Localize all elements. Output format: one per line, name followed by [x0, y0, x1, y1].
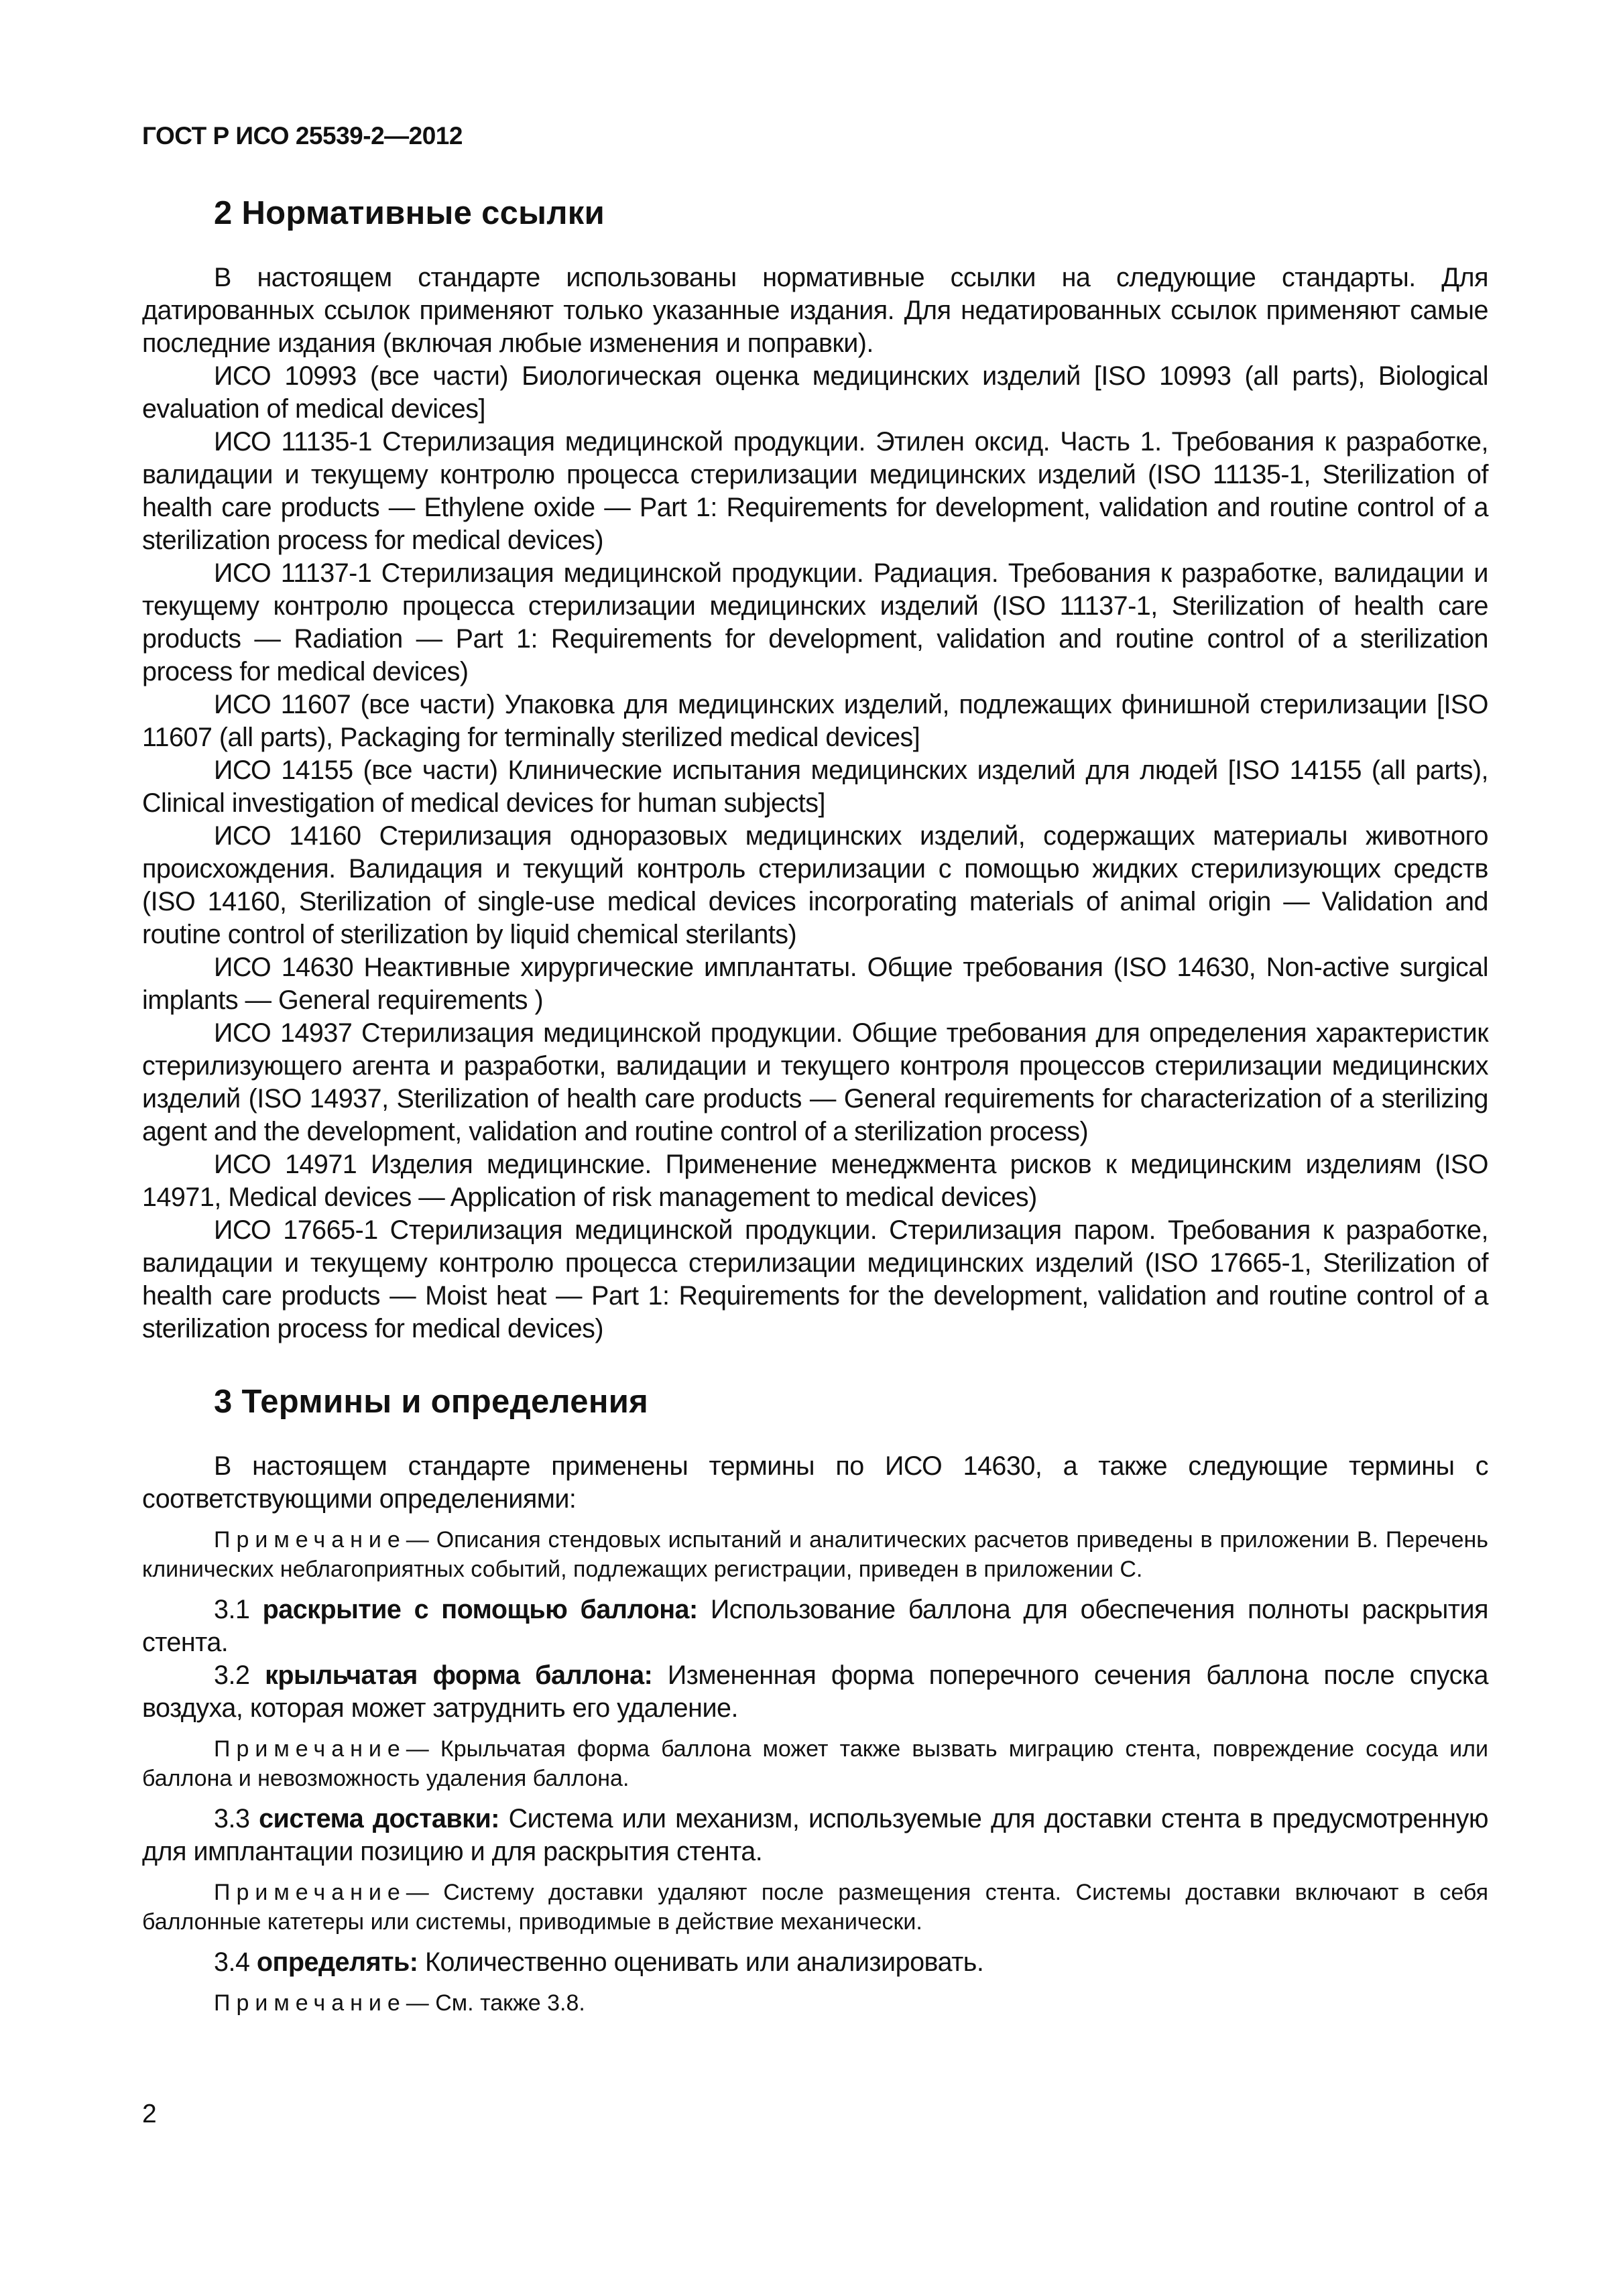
ref-item: ИСО 11607 (все части) Упаковка для медицинских изделий, подлежащих финишной стерилизации [ISO 11607 (all parts), Packaging for terminally sterilized medical devices] — [142, 690, 1488, 752]
document-code: ГОСТ Р ИСО 25539-2—2012 — [142, 122, 463, 149]
note-label: Примечание — [214, 1880, 406, 1905]
ref-item: ИСО 11137-1 Стерилизация медицинской продукции. Радиация. Требования к разработке, валидации и текущему контролю процесса стерилизации медицинских изделий (ISO 11137-1, Sterilization of health care products — Radiation — Part 1: Requirements for development, validation and routine control of a sterilization process for medical devices) — [142, 558, 1488, 686]
ref-item: ИСО 11135-1 Стерилизация медицинской продукции. Этилен оксид. Часть 1. Требования к разработке, валидации и текущему контролю процесса стерилизации медицинских изделий (ISO 11135-1, Sterilization of health care products — Ethylene oxide — Part 1: Requirements for development, validation and routine control of a sterilization process for medical devices) — [142, 427, 1488, 555]
term-name: определять: — [256, 1947, 418, 1977]
ref-item: ИСО 14155 (все части) Клинические испытания медицинских изделий для людей [ISO 14155 (all parts), Clinical investigation of medical devices for human subjects] — [142, 756, 1488, 818]
page-content — [142, 194, 1488, 2027]
term-def: Количественно оценивать или анализировать. — [424, 1947, 984, 1977]
ref-item: ИСО 14630 Неактивные хирургические имплантаты. Общие требования (ISO 14630, Non-active surgical implants — General requirements ) — [142, 953, 1488, 1015]
note — [142, 1878, 1488, 1937]
section-2-intro: В настоящем стандарте использованы нормативные ссылки на следующие стандарты. Для датированных ссылок применяют только указанные издания. Для недатированных ссылок применяют самые последние издания (включая любые изменения и поправки). — [142, 263, 1488, 358]
note — [142, 1525, 1488, 1584]
section-3-title: 3 Термины и определения — [214, 1384, 649, 1420]
note — [142, 1988, 1488, 2018]
term-name: крыльчатая форма баллона: — [265, 1660, 653, 1690]
term-def: Измененная форма поперечного сечения баллона после спуска воздуха, которая может затруднить его удаление. — [142, 1660, 1488, 1723]
term-def: Использование баллона для обеспечения полноты раскрытия стента. — [142, 1595, 1488, 1657]
section-3-intro: В настоящем стандарте применены термины по ИСО 14630, а также следующие термины с соответствующими определениями: — [142, 1451, 1488, 1514]
note-label: Примечание — [214, 1736, 406, 1762]
term-number: 3.4 — [214, 1947, 250, 1977]
note-label: Примечание — [214, 1990, 406, 2016]
term-definition — [142, 1593, 1488, 1659]
note-text: — Описания стендовых испытаний и аналитических расчетов приведены в приложении В. Перечень клинических неблагоприятных событий, подлежащих регистрации, приведен в приложении С. — [142, 1527, 1488, 1582]
term-definition — [142, 1659, 1488, 1725]
page-number: 2 — [142, 2100, 157, 2128]
term-name: раскрытие с помощью баллона: — [262, 1595, 698, 1624]
term-definition — [142, 1946, 1488, 1979]
ref-item: ИСО 14971 Изделия медицинские. Применение менеджмента рисков к медицинским изделиям (ISO 14971, Medical devices — Application of risk management to medical devices) — [142, 1150, 1488, 1212]
term-name: система доставки: — [259, 1804, 499, 1833]
note-text: — См. также 3.8. — [406, 1990, 585, 2016]
term-def: Система или механизм, используемые для доставки стента в предусмотренную для имплантации позицию и для раскрытия стента. — [142, 1804, 1488, 1866]
note-text: — Систему доставки удаляют после размещения стента. Системы доставки включают в себя баллонные катетеры или системы, приводимые в действие механически. — [142, 1880, 1488, 1935]
ref-item: ИСО 14937 Стерилизация медицинской продукции. Общие требования для определения характеристик стерилизующего агента и разработки, валидации и текущего контроля процессов стерилизации медицинских изделий (ISO 14937, Sterilization of health care products — General requirements for characterization of a sterilizing agent and the development, validation and routine control of a sterilization process) — [142, 1018, 1488, 1146]
term-number: 3.1 — [214, 1595, 250, 1624]
section-2-title: 2 Нормативные ссылки — [214, 195, 605, 231]
ref-item: ИСО 17665-1 Стерилизация медицинской продукции. Стерилизация паром. Требования к разработке, валидации и текущему контролю процесса стерилизации медицинских изделий (ISO 17665-1, Sterilization of health care products — Moist heat — Part 1: Requirements for the development, validation and routine control of a sterilization process for medical devices) — [142, 1215, 1488, 1343]
note-label: Примечание — [214, 1527, 406, 1553]
note-text: — Крыльчатая форма баллона может также вызвать миграцию стента, повреждение сосуда или баллона и невозможность удаления баллона. — [142, 1736, 1488, 1791]
term-number: 3.3 — [214, 1804, 250, 1833]
note — [142, 1734, 1488, 1793]
term-definition — [142, 1803, 1488, 1868]
ref-item: ИСО 10993 (все части) Биологическая оценка медицинских изделий [ISO 10993 (all parts), Biological evaluation of medical devices] — [142, 361, 1488, 424]
term-number: 3.2 — [214, 1660, 250, 1690]
ref-item: ИСО 14160 Стерилизация одноразовых медицинских изделий, содержащих материалы животного происхождения. Валидация и текущий контроль стерилизации с помощью жидких стерилизующих средств (ISO 14160, Sterilization of single-use medical devices incorporating materials of animal origin — Validation and routine control of sterilization by liquid chemical sterilants) — [142, 821, 1488, 949]
